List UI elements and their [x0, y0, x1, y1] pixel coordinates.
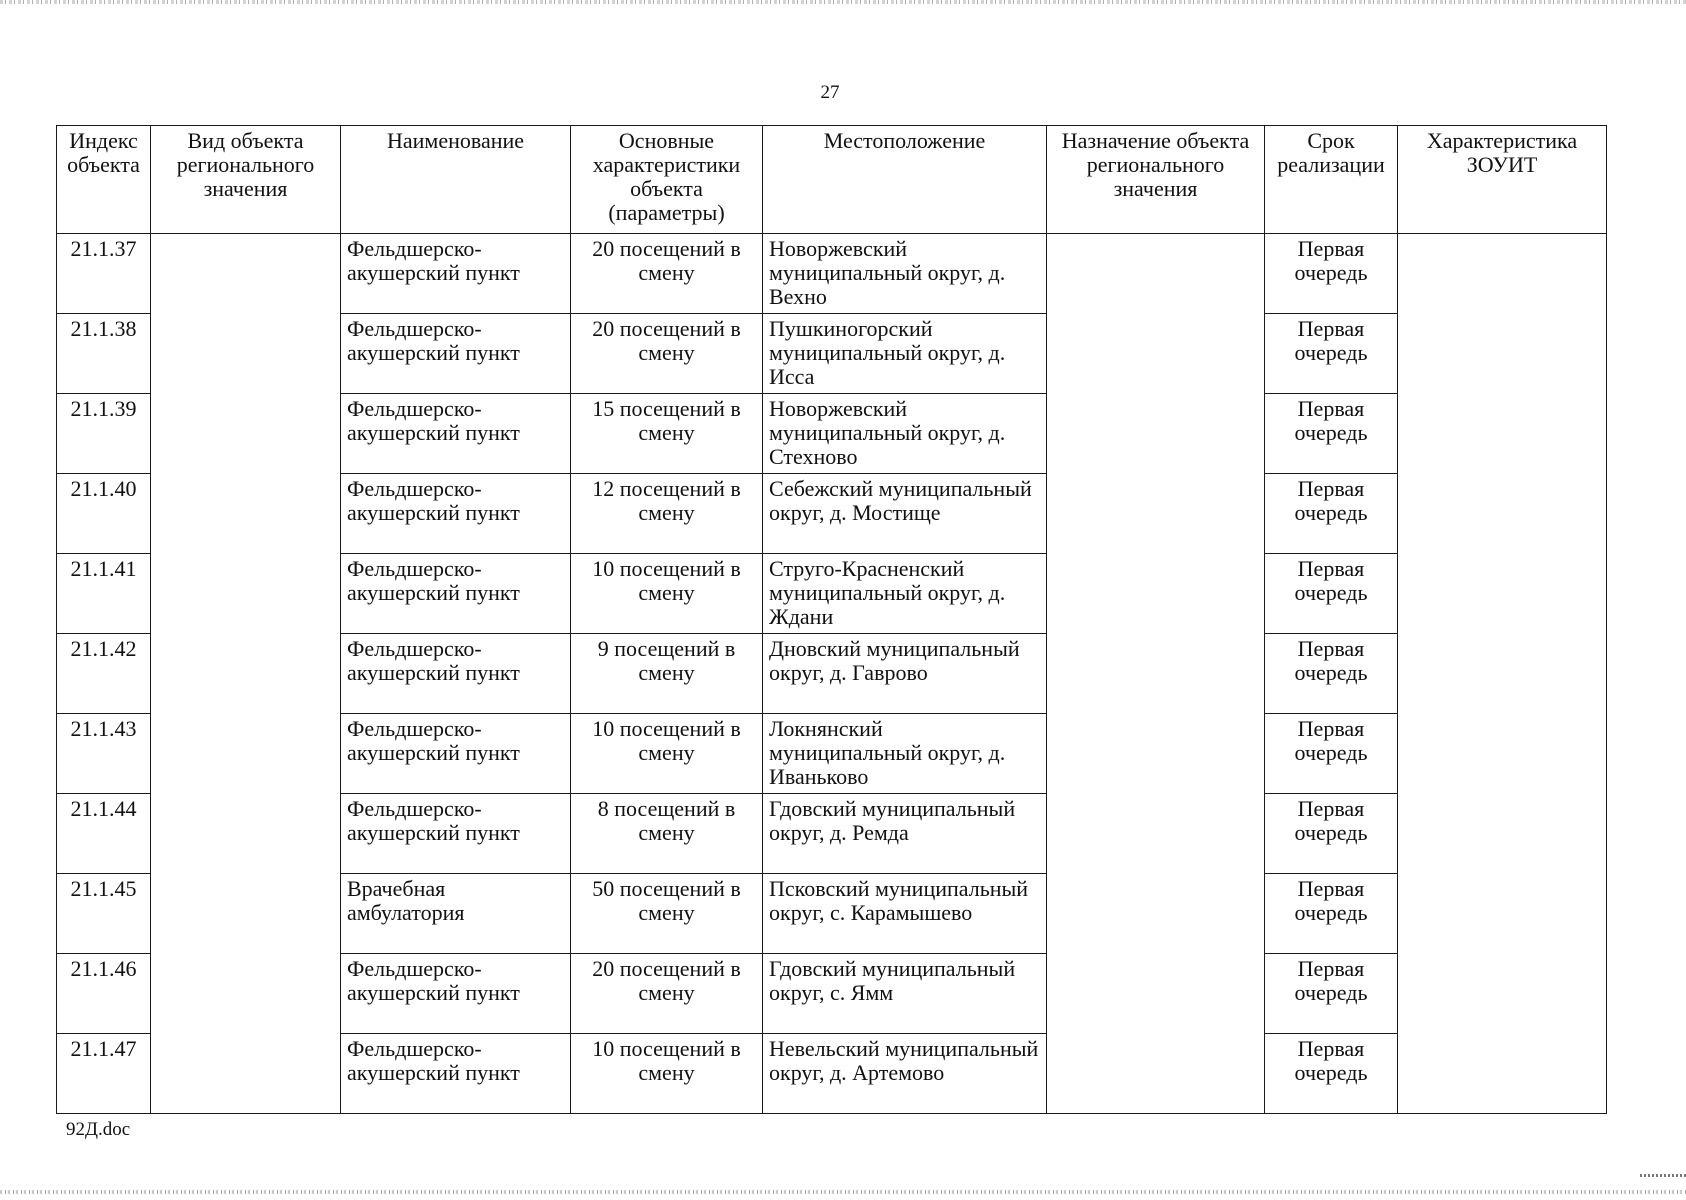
cell-parameters: 50 посещений в смену — [571, 874, 763, 954]
cell-index: 21.1.38 — [57, 314, 151, 394]
cell-parameters: 20 посещений в смену — [571, 234, 763, 314]
footer-filename: 92Д.doc — [66, 1119, 131, 1140]
header-parameters: Основные характеристики объекта (параметры) — [571, 126, 763, 234]
cell-parameters: 12 посещений в смену — [571, 474, 763, 554]
cell-name: Фельдшерско-акушерский пункт — [341, 634, 571, 714]
cell-index: 21.1.43 — [57, 714, 151, 794]
cell-name: Фельдшерско-акушерский пункт — [341, 794, 571, 874]
cell-parameters: 10 посещений в смену — [571, 714, 763, 794]
table-header — [57, 126, 1607, 234]
cell-location: Новоржевский муниципальный округ, д. Стехново — [763, 394, 1047, 474]
cell-term: Первая очередь — [1265, 554, 1398, 634]
header-row — [57, 126, 1607, 234]
cell-index: 21.1.45 — [57, 874, 151, 954]
cell-term: Первая очередь — [1265, 874, 1398, 954]
cell-parameters: 10 посещений в смену — [571, 554, 763, 634]
cell-location: Невельский муниципальный округ, д. Артемово — [763, 1034, 1047, 1114]
cell-parameters: 20 посещений в смену — [571, 954, 763, 1034]
header-purpose: Назначение объекта регионального значения — [1047, 126, 1265, 234]
cell-name: Фельдшерско-акушерский пункт — [341, 394, 571, 474]
cell-location: Струго-Красненский муниципальный округ, д. Ждани — [763, 554, 1047, 634]
header-index: Индекс объекта — [57, 126, 151, 234]
header-object-type: Вид объекта регионального значения — [151, 126, 341, 234]
cell-name: Фельдшерско-акушерский пункт — [341, 1034, 571, 1114]
regional-objects-table — [56, 125, 1607, 1114]
cell-parameters: 20 посещений в смену — [571, 314, 763, 394]
cell-term: Первая очередь — [1265, 1034, 1398, 1114]
cell-parameters: 10 посещений в смену — [571, 1034, 763, 1114]
cell-object-type — [151, 234, 341, 1114]
cell-term: Первая очередь — [1265, 394, 1398, 474]
cell-purpose — [1047, 234, 1265, 1114]
cell-location: Гдовский муниципальный округ, с. Ямм — [763, 954, 1047, 1034]
cell-term: Первая очередь — [1265, 314, 1398, 394]
cell-location: Гдовский муниципальный округ, д. Ремда — [763, 794, 1047, 874]
cell-index: 21.1.46 — [57, 954, 151, 1034]
cell-parameters: 9 посещений в смену — [571, 634, 763, 714]
scan-edge-bottom — [0, 1190, 1686, 1194]
header-term: Срок реализации — [1265, 126, 1398, 234]
page-number: 27 — [820, 82, 840, 103]
cell-location: Дновский муниципальный округ, д. Гаврово — [763, 634, 1047, 714]
header-location: Местоположение — [763, 126, 1047, 234]
cell-term: Первая очередь — [1265, 954, 1398, 1034]
cell-name: Фельдшерско-акушерский пункт — [341, 234, 571, 314]
cell-index: 21.1.37 — [57, 234, 151, 314]
table-body — [57, 234, 1607, 1114]
cell-name: Фельдшерско-акушерский пункт — [341, 314, 571, 394]
cell-term: Первая очередь — [1265, 794, 1398, 874]
cell-name: Фельдшерско-акушерский пункт — [341, 554, 571, 634]
cell-zouit — [1398, 234, 1607, 1114]
scan-edge-top — [0, 0, 1686, 4]
header-name: Наименование — [341, 126, 571, 234]
cell-index: 21.1.40 — [57, 474, 151, 554]
cell-term: Первая очередь — [1265, 234, 1398, 314]
cell-name: Фельдшерско-акушерский пункт — [341, 954, 571, 1034]
scan-speck — [1640, 1174, 1686, 1177]
cell-term: Первая очередь — [1265, 474, 1398, 554]
cell-location: Себежский муниципальный округ, д. Мостище — [763, 474, 1047, 554]
cell-location: Новоржевский муниципальный округ, д. Вехно — [763, 234, 1047, 314]
table-row — [57, 234, 1607, 314]
cell-location: Пушкиногорский муниципальный округ, д. Исса — [763, 314, 1047, 394]
cell-index: 21.1.47 — [57, 1034, 151, 1114]
cell-parameters: 8 посещений в смену — [571, 794, 763, 874]
cell-parameters: 15 посещений в смену — [571, 394, 763, 474]
cell-index: 21.1.44 — [57, 794, 151, 874]
cell-location: Локнянский муниципальный округ, д. Иваньково — [763, 714, 1047, 794]
cell-location: Псковский муниципальный округ, с. Карамышево — [763, 874, 1047, 954]
cell-name: Фельдшерско-акушерский пункт — [341, 714, 571, 794]
cell-name: Врачебная амбулатория — [341, 874, 571, 954]
cell-term: Первая очередь — [1265, 714, 1398, 794]
cell-index: 21.1.39 — [57, 394, 151, 474]
cell-name: Фельдшерско-акушерский пункт — [341, 474, 571, 554]
cell-term: Первая очередь — [1265, 634, 1398, 714]
cell-index: 21.1.41 — [57, 554, 151, 634]
header-zouit: Характеристика ЗОУИТ — [1398, 126, 1607, 234]
cell-index: 21.1.42 — [57, 634, 151, 714]
